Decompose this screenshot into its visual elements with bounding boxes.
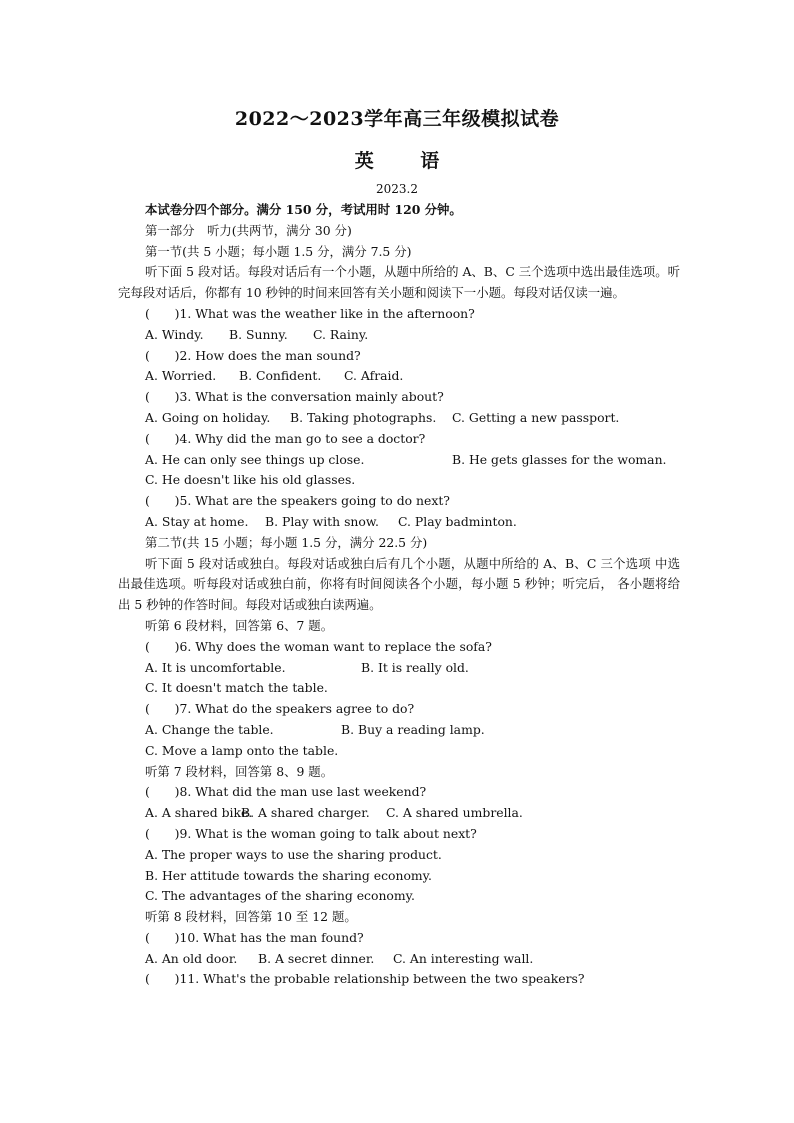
option-c: C. It doesn't match the table. — [145, 680, 328, 696]
option-b: B. Play with snow. — [265, 513, 379, 529]
option-c: C. Play badminton. — [398, 513, 517, 529]
option-c: C. The advantages of the sharing economy. — [145, 888, 415, 904]
question-stem: ( )8. What did the man use last weekend? — [145, 784, 427, 800]
option-c: C. He doesn't like his old glasses. — [145, 472, 356, 488]
option-b: B. Her attitude towards the sharing economy. — [145, 867, 432, 883]
option-a: A. Going on holiday. — [145, 409, 271, 425]
question-stem: ( )5. What are the speakers going to do next? — [145, 493, 450, 509]
question-stem: ( )10. What has the man found? — [145, 929, 364, 945]
option-a: A. Windy. — [145, 326, 204, 342]
option-c: C. A shared umbrella. — [386, 805, 523, 821]
question-stem: ( )1. What was the weather like in the afternoon? — [145, 305, 475, 321]
option-a: A. He can only see things up close. — [145, 451, 365, 467]
option-b: B. It is really old. — [361, 659, 469, 675]
section-instructions: 听下面 5 段对话或独白。每段对话或独白后有几个小题，从题中所给的 A、B、C 三个选项 中选出最佳选项。听每段对话或独白前，你将有时间阅读各个小题，每小题 5 秒钟；听完后， 各小题将给出 5 秒钟的作答时间。每段对话或独白读两遍。 — [118, 555, 680, 613]
option-a: A. An old door. — [145, 950, 238, 966]
question-stem: ( )11. What's the probable relationship between the two speakers? — [145, 971, 585, 987]
question-stem: ( )3. What is the conversation mainly about? — [145, 389, 444, 405]
question-stem: ( )2. How does the man sound? — [145, 347, 361, 363]
section-instructions: 听下面 5 段对话。每段对话后有一个小题，从题中所给的 A、B、C 三个选项中选出最佳选项。听完每段对话后，你都有 10 秒钟的时间来回答有关小题和阅读下一小题。每段对话仅读一遍。 — [118, 264, 680, 301]
section-heading: 第二节(共 15 小题；每小题 1.5 分，满分 22.5 分) — [145, 534, 428, 550]
option-c: C. Move a lamp onto the table. — [145, 742, 339, 758]
material-heading: 听第 8 段材料，回答第 10 至 12 题。 — [145, 909, 357, 925]
option-b: B. Confident. — [239, 368, 322, 384]
option-b: B. A secret dinner. — [258, 950, 375, 966]
question-options — [118, 450, 680, 471]
option-a: A. It is uncomfortable. — [145, 659, 286, 675]
question-stem: ( )6. Why does the woman want to replace the sofa? — [145, 638, 492, 654]
question-options — [118, 512, 680, 533]
exam-title: 2022～2023学年高三年级模拟试卷 — [234, 108, 560, 130]
option-c: C. Rainy. — [313, 326, 369, 342]
option-a: A. Worried. — [145, 368, 217, 384]
option-b: B. Taking photographs. — [290, 409, 437, 425]
question-options — [118, 658, 680, 679]
question-options — [118, 408, 680, 429]
option-b: B. Buy a reading lamp. — [341, 721, 485, 737]
part-heading: 第一部分 听力(共两节，满分 30 分) — [145, 222, 352, 238]
question-options — [118, 949, 680, 970]
option-c: C. Afraid. — [344, 368, 404, 384]
material-heading: 听第 6 段材料，回答第 6、7 题。 — [145, 617, 334, 633]
question-stem: ( )4. Why did the man go to see a doctor? — [145, 430, 426, 446]
question-options — [118, 366, 680, 387]
exam-body — [118, 200, 680, 990]
question-options — [118, 720, 680, 741]
option-a: A. A shared bike. — [145, 805, 253, 821]
question-stem: ( )9. What is the woman going to talk about next? — [145, 825, 477, 841]
option-a: A. Change the table. — [145, 721, 274, 737]
option-a: A. The proper ways to use the sharing product. — [145, 846, 442, 862]
section-heading: 第一节(共 5 小题；每小题 1.5 分，满分 7.5 分) — [145, 243, 412, 259]
option-b: B. He gets glasses for the woman. — [452, 451, 667, 467]
intro-line: 本试卷分四个部分。满分 150 分，考试用时 120 分钟。 — [145, 202, 462, 217]
question-stem: ( )7. What do the speakers agree to do? — [145, 701, 415, 717]
option-b: B. A shared charger. — [241, 805, 370, 821]
option-b: B. Sunny. — [229, 326, 288, 342]
option-c: C. Getting a new passport. — [452, 409, 620, 425]
option-c: C. An interesting wall. — [393, 950, 534, 966]
option-a: A. Stay at home. — [145, 513, 249, 529]
question-options — [118, 325, 680, 346]
exam-date: 2023.2 — [376, 182, 418, 196]
material-heading: 听第 7 段材料，回答第 8、9 题。 — [145, 763, 334, 779]
subject-title: 英 语 — [354, 150, 440, 172]
question-options — [118, 803, 680, 824]
